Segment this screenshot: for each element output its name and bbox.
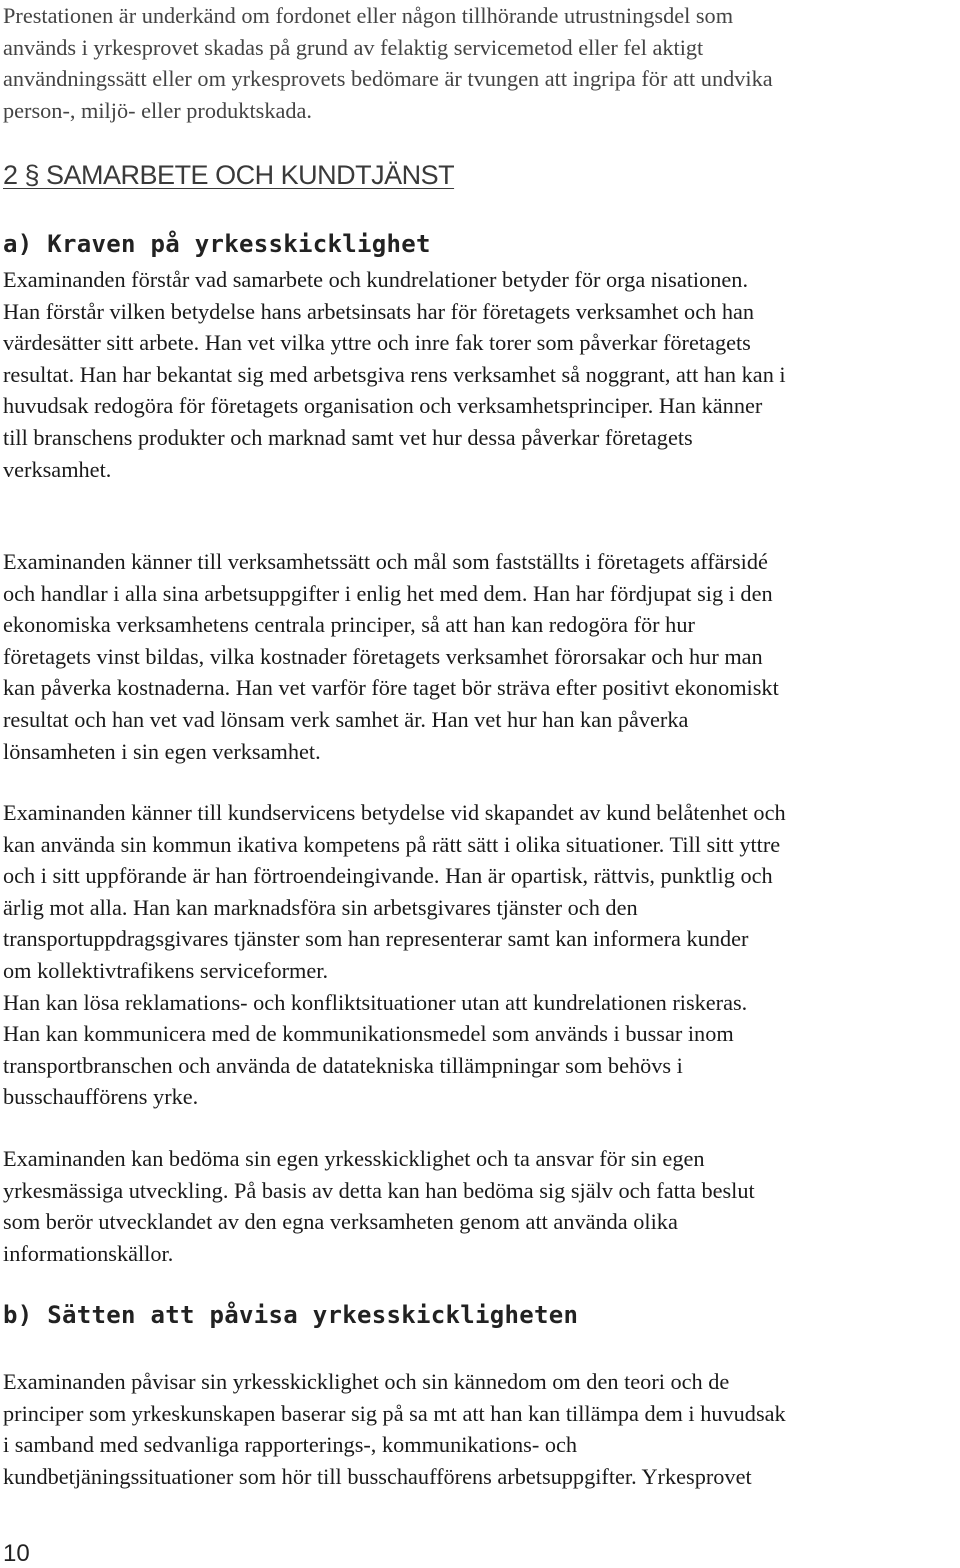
text-line: värdesätter sitt arbete. Han vet vilka yttre och inre fak torer som påverkar företagets	[3, 330, 751, 356]
text-line: används i yrkesprovet skadas på grund av felaktig servicemetod eller fel aktigt	[3, 34, 704, 60]
text-line: resultat och han vet vad lönsam verk samhet är. Han vet hur han kan påverka	[3, 706, 689, 732]
text-line: person-, miljö- eller produktskada.	[3, 97, 312, 123]
text-line: till branschens produkter och marknad samt vet hur dessa påverkar företagets	[3, 424, 693, 450]
text-line: Examinanden känner till kundservicens betydelse vid skapandet av kund belåtenhet och	[3, 800, 786, 825]
text-line: i samband med sedvanliga rapporterings-, kommunikations- och	[3, 1432, 578, 1458]
text-line: kundbetjäningssituationer som hör till busschaufförens arbetsuppgifter. Yrkesprovet	[3, 1463, 752, 1489]
body-paragraph	[3, 1143, 755, 1269]
text-line: verksamhet.	[3, 456, 112, 482]
text-line: resultat. Han har bekantat sig med arbetsgiva rens verksamhet så noggrant, att han kan i	[3, 361, 786, 387]
text-line: Examinanden känner till verksamhetssätt och mål som fastställts i företagets affärsidé	[3, 549, 768, 574]
text-line: om kollektivtrafikens serviceformer.	[3, 957, 329, 983]
section-heading: 2 § SAMARBETE OCH KUNDTJÄNST	[3, 160, 455, 190]
text-line: användningssätt eller om yrkesprovets bedömare är tvungen att ingripa för att undvika	[3, 66, 773, 92]
text-line: Examinanden kan bedöma sin egen yrkesskicklighet och ta ansvar för sin egen	[3, 1146, 705, 1171]
text-line: yrkesmässiga utveckling. På basis av detta kan han bedöma sig själv och fatta beslut	[3, 1177, 755, 1203]
intro-paragraph	[3, 0, 773, 126]
body-paragraph	[3, 546, 779, 767]
text-line: Han förstår vilken betydelse hans arbetsinsats har för företagets verksamhet och han	[3, 298, 755, 324]
body-paragraph	[3, 797, 786, 1113]
text-line: Examinanden påvisar sin yrkesskicklighet och sin kännedom om den teori och de	[3, 1369, 730, 1394]
text-line: Han kan lösa reklamations- och konfliktsituationer utan att kundrelationen riskeras.	[3, 989, 748, 1015]
body-paragraph	[3, 264, 786, 485]
text-line: som berör utvecklandet av den egna verksamheten genom att använda olika	[3, 1209, 678, 1235]
subsection-b-heading: b) Sätten att påvisa yrkesskickligheten	[3, 1301, 579, 1329]
text-line: och handlar i alla sina arbetsuppgifter i enlig het med dem. Han har fördjupat sig i den	[3, 580, 773, 606]
text-line: företagets vinst bildas, vilka kostnader företagets verksamhet förorsakar och hur man	[3, 643, 763, 669]
text-line: huvudsak redogöra för företagets organisation och verksamhetsprinciper. Han känner	[3, 393, 763, 419]
subsection-a-heading: a) Kraven på yrkesskicklighet	[3, 230, 431, 258]
text-line: Han kan kommunicera med de kommunikationsmedel som används i bussar inom	[3, 1021, 734, 1047]
text-line: principer som yrkeskunskapen baserar sig på sa mt att han kan tillämpa dem i huvudsak	[3, 1400, 786, 1426]
text-line: ärlig mot alla. Han kan marknadsföra sin arbetsgivares tjänster och den	[3, 894, 638, 920]
page-number: 10	[3, 1540, 30, 1567]
text-line: informationskällor.	[3, 1240, 174, 1266]
text-line: Prestationen är underkänd om fordonet eller någon tillhörande utrustningsdel som	[3, 3, 734, 28]
text-line: och i sitt uppförande är han förtroendeingivande. Han är opartisk, rättvis, punktlig och	[3, 863, 773, 889]
text-line: kan använda sin kommun ikativa kompetens på rätt sätt i olika situationer. Till sitt yttre	[3, 831, 781, 857]
text-line: lönsamheten i sin egen verksamhet.	[3, 738, 321, 764]
text-line: busschaufförens yrke.	[3, 1084, 199, 1110]
text-line: transportbranschen och använda de datatekniska tillämpningar som behövs i	[3, 1052, 683, 1078]
body-paragraph	[3, 1366, 786, 1492]
text-line: Examinanden förstår vad samarbete och kundrelationer betyder för orga nisationen.	[3, 267, 749, 292]
text-line: kan påverka kostnaderna. Han vet varför före taget bör sträva efter positivt ekonomiskt	[3, 675, 779, 701]
text-line: ekonomiska verksamhetens centrala principer, så att han kan redogöra för hur	[3, 612, 695, 638]
text-line: transportuppdragsgivares tjänster som han representerar samt kan informera kunder	[3, 926, 749, 952]
